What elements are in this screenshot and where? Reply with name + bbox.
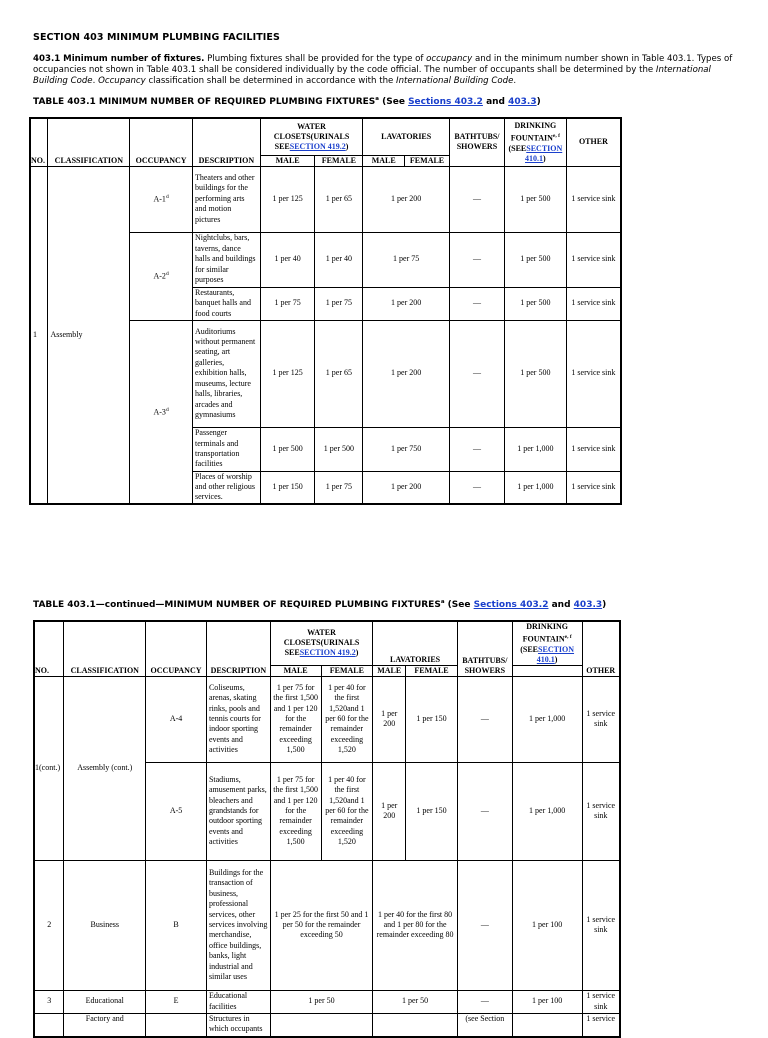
section-link[interactable]: Sections 403.2 [473, 600, 549, 610]
group-number: 3 [34, 990, 64, 1013]
group-classification: Assembly [48, 166, 130, 504]
lav-male-cell: 1 per 200 [373, 762, 406, 860]
table-title-text: TABLE 403.1—continued—MINIMUM NUMBER OF REQUIRED PLUMBING FIXTURES [33, 600, 441, 610]
wc-female-cell: 1 per 75 [315, 471, 363, 504]
other-cell: 1 service sink [582, 860, 620, 990]
header-text: ) [543, 153, 546, 163]
other-cell: 1 service sink [582, 762, 620, 860]
occupancy-cell: E [146, 990, 207, 1013]
table-title-text: (See [444, 600, 474, 610]
water-closets-cell: 1 per 50 [270, 990, 372, 1013]
lavatories-cell [373, 1013, 458, 1037]
col-header-lav-female: FEMALE [405, 155, 450, 166]
table-title-text: TABLE 403.1 MINIMUM NUMBER OF REQUIRED PLUMBING FIXTURES [33, 97, 376, 107]
lavatories-cell: 1 per 40 for the first 80 and 1 per 80 for the remainder exceeding 80 [373, 860, 458, 990]
drinking-fountain-cell: 1 per 1,000 [512, 676, 582, 762]
bathtubs-cell: (see Section [457, 1013, 512, 1037]
bathtubs-cell: — [449, 320, 504, 427]
intro-heading: 403.1 Minimum number of fixtures. [33, 54, 205, 64]
col-header-wc-male: MALE [260, 155, 315, 166]
wc-female-cell: 1 per 65 [315, 320, 363, 427]
section-link[interactable]: 403.3 [573, 600, 603, 610]
other-cell: 1 service sink [566, 320, 621, 427]
col-header-drinking-fountain [504, 118, 566, 166]
lav-female-cell: 1 per 150 [406, 676, 458, 762]
col-header-wc-female: FEMALE [315, 155, 363, 166]
col-header-df-spacer [512, 665, 582, 676]
wc-male-cell: 1 per 500 [260, 427, 315, 471]
header-text: SHOWERS [464, 665, 506, 675]
water-closets-cell [270, 1013, 372, 1037]
lavatories-cell: 1 per 200 [363, 320, 450, 427]
wc-male-cell: 1 per 150 [260, 471, 315, 504]
section-link[interactable]: 403.3 [508, 97, 537, 107]
intro-term: Occupancy [98, 76, 146, 86]
header-text: WATER CLOSETS(URINALS SEE [283, 628, 360, 658]
lavatories-cell: 1 per 50 [373, 990, 458, 1013]
description-cell: Stadiums, amusement parks, bleachers and grandstands for outdoor sporting events and activities [206, 762, 270, 860]
wc-male-cell: 1 per 75 for the first 1,500 and 1 per 120 for the remainder exceeding 1,500 [270, 762, 321, 860]
table-title-continued [33, 599, 606, 610]
intro-term: International Building Code [33, 65, 711, 86]
occupancy-cell: B [146, 860, 207, 990]
wc-female-cell: 1 per 40 for the first 1,520and 1 per 60 for the remainder exceeding 1,520 [321, 762, 373, 860]
col-header-description: DESCRIPTION [206, 621, 270, 676]
bathtubs-cell: — [449, 166, 504, 232]
description-cell: Nightclubs, bars, taverns, dance halls and buildings for similar purposes [192, 232, 260, 287]
drinking-fountain-cell: 1 per 500 [504, 232, 566, 287]
other-cell: 1 service sink [566, 287, 621, 320]
col-header-drinking-fountain [512, 621, 582, 665]
wc-female-cell: 1 per 65 [315, 166, 363, 232]
group-number: 2 [34, 860, 64, 990]
bathtubs-cell: — [449, 287, 504, 320]
col-header-lavatories: LAVATORIES [373, 621, 458, 665]
col-header-bathtubs [457, 621, 512, 676]
col-header-other: OTHER [582, 621, 620, 676]
wc-female-cell: 1 per 40 for the first 1,520and 1 per 60 for the remainder exceeding 1,520 [321, 676, 373, 762]
description-cell: Auditoriums without permanent seating, art galleries, exhibition halls, museums, lecture halls, libraries, arcades and gymnasiums [192, 320, 260, 427]
lav-male-cell: 1 per 200 [373, 676, 406, 762]
table-title-text: ) [602, 600, 607, 610]
wc-female-cell: 1 per 40 [315, 232, 363, 287]
col-header-classification: CLASSIFICATION [48, 118, 130, 166]
other-cell: 1 service sink [566, 471, 621, 504]
other-cell: 1 service sink [566, 166, 621, 232]
col-header-no: NO. [34, 621, 64, 676]
fixtures-table-continued [33, 620, 621, 1038]
table-title-text: and [482, 97, 509, 107]
lavatories-cell: 1 per 200 [363, 166, 450, 232]
other-cell: 1 service sink [566, 427, 621, 471]
section-link[interactable]: SECTION 419.2 [289, 141, 346, 151]
occupancy-cell [130, 232, 193, 320]
footnote-mark: e, f [552, 132, 560, 139]
wc-male-cell: 1 per 125 [260, 320, 315, 427]
wc-female-cell: 1 per 75 [315, 287, 363, 320]
bathtubs-cell: — [457, 860, 512, 990]
bathtubs-cell: — [449, 471, 504, 504]
col-header-water-closets [260, 118, 363, 155]
col-header-wc-male: MALE [270, 665, 321, 676]
table-row [34, 676, 620, 762]
group-classification: Educational [64, 990, 146, 1013]
col-header-water-closets [270, 621, 372, 665]
col-header-lav-female: FEMALE [406, 665, 458, 676]
intro-text: classification shall be determined in accordance with the [145, 76, 397, 86]
description-cell: Buildings for the transaction of business, professional services, other services involving merchandise, office buildings, banks, light industrial and similar uses [206, 860, 270, 990]
col-header-no: NO. [30, 118, 48, 166]
wc-male-cell: 1 per 75 [260, 287, 315, 320]
group-number: 1(cont.) [34, 676, 64, 860]
occupancy-cell [130, 166, 193, 232]
drinking-fountain-cell: 1 per 100 [512, 990, 582, 1013]
drinking-fountain-cell: 1 per 500 [504, 166, 566, 232]
description-cell: Structures in which occupants [206, 1013, 270, 1037]
occupancy-cell [146, 1013, 207, 1037]
section-title: SECTION 403 MINIMUM PLUMBING FACILITIES [33, 32, 280, 43]
lavatories-cell: 1 per 200 [363, 287, 450, 320]
other-cell: 1 service sink [582, 676, 620, 762]
wc-female-cell: 1 per 500 [315, 427, 363, 471]
description-cell: Educational facilities [206, 990, 270, 1013]
intro-text: . [92, 76, 99, 86]
col-header-occupancy: OCCUPANCY [130, 118, 193, 166]
table-title-text: ) [536, 97, 541, 107]
section-link[interactable]: Sections 403.2 [408, 97, 483, 107]
intro-term: International Building Code [396, 76, 514, 86]
drinking-fountain-cell: 1 per 1,000 [512, 762, 582, 860]
section-link[interactable]: SECTION 410.1 [525, 143, 563, 163]
header-text: (SEE [508, 143, 527, 153]
lavatories-cell: 1 per 75 [363, 232, 450, 287]
drinking-fountain-cell: 1 per 500 [504, 320, 566, 427]
group-classification: Business [64, 860, 146, 990]
drinking-fountain-cell: 1 per 1,000 [504, 427, 566, 471]
table-title-text: and [548, 600, 574, 610]
col-header-lavatories: LAVATORIES [363, 118, 450, 155]
header-text: ) [355, 648, 359, 658]
table-title-text: (See [379, 97, 409, 107]
other-cell: 1 service sink [582, 990, 620, 1013]
occupancy-code: A-3 [153, 407, 166, 417]
header-text: ) [554, 654, 558, 664]
fixtures-table [29, 117, 622, 505]
section-link[interactable]: SECTION 419.2 [299, 648, 356, 658]
footnote-mark: a [440, 599, 445, 605]
col-header-lav-male: MALE [373, 665, 406, 676]
col-header-occupancy: OCCUPANCY [146, 621, 207, 676]
water-closets-cell: 1 per 25 for the first 50 and 1 per 50 for the remainder exceeding 50 [270, 860, 372, 990]
group-number [34, 1013, 64, 1037]
table-row [34, 860, 620, 990]
bathtubs-cell: — [457, 990, 512, 1013]
footnote-mark: d [165, 271, 169, 278]
footnote-mark: a [375, 96, 379, 102]
header-text: (SEE [520, 644, 539, 654]
other-cell: 1 service [582, 1013, 620, 1037]
occupancy-code: A-2 [153, 272, 166, 282]
description-cell: Restaurants, banquet halls and food courts [192, 287, 260, 320]
occupancy-cell [130, 320, 193, 504]
col-header-other: OTHER [566, 118, 621, 166]
intro-text: and in the minimum number shown in Table 403.1. Types of occupancies not shown in Table 403.1 shall be considered individually by the code official. The number of occupants shall be determined by the [33, 54, 733, 75]
section-link[interactable]: SECTION 410.1 [536, 644, 575, 664]
col-header-classification: CLASSIFICATION [64, 621, 146, 676]
table-row [34, 1013, 620, 1037]
table-row [30, 166, 621, 232]
bathtubs-cell: — [457, 762, 512, 860]
drinking-fountain-cell [512, 1013, 582, 1037]
header-text: BATHTUBS/ [462, 655, 508, 665]
intro-text: . [513, 76, 517, 86]
col-header-lav-male: MALE [363, 155, 405, 166]
intro-paragraph [33, 54, 738, 87]
description-cell: Passenger terminals and transportation facilities [192, 427, 260, 471]
col-header-wc-female: FEMALE [321, 665, 373, 676]
footnote-mark: e, f [564, 634, 572, 640]
table-row [34, 990, 620, 1013]
lavatories-cell: 1 per 200 [363, 471, 450, 504]
wc-male-cell: 1 per 40 [260, 232, 315, 287]
footnote-mark: d [165, 407, 169, 414]
table-title [33, 96, 541, 107]
intro-term: occupancy [426, 54, 473, 64]
intro-text: Plumbing fixtures shall be provided for the type of [204, 54, 427, 64]
col-header-description: DESCRIPTION [192, 118, 260, 166]
header-text: WATER CLOSETS(URINALS SEE [273, 121, 350, 151]
description-cell: Theaters and other buildings for the performing arts and motion pictures [192, 166, 260, 232]
lavatories-cell: 1 per 750 [363, 427, 450, 471]
other-cell: 1 service sink [566, 232, 621, 287]
header-text: DRINKING FOUNTAIN [522, 622, 569, 644]
occupancy-cell: A-4 [146, 676, 207, 762]
wc-male-cell: 1 per 125 [260, 166, 315, 232]
description-cell: Places of worship and other religious services. [192, 471, 260, 504]
wc-male-cell: 1 per 75 for the first 1,500 and 1 per 120 for the remainder exceeding 1,500 [270, 676, 321, 762]
col-header-bathtubs: BATHTUBS/ SHOWERS [449, 118, 504, 166]
group-number: 1 [30, 166, 48, 504]
group-classification: Factory and [64, 1013, 146, 1037]
bathtubs-cell: — [457, 676, 512, 762]
drinking-fountain-cell: 1 per 100 [512, 860, 582, 990]
drinking-fountain-cell: 1 per 500 [504, 287, 566, 320]
lav-female-cell: 1 per 150 [406, 762, 458, 860]
footnote-mark: d [165, 194, 169, 201]
bathtubs-cell: — [449, 427, 504, 471]
bathtubs-cell: — [449, 232, 504, 287]
header-text: ) [345, 141, 349, 151]
group-classification: Assembly (cont.) [64, 676, 146, 860]
occupancy-code: A-1 [153, 195, 166, 205]
occupancy-cell: A-5 [146, 762, 207, 860]
drinking-fountain-cell: 1 per 1,000 [504, 471, 566, 504]
description-cell: Coliseums, arenas, skating rinks, pools and tennis courts for indoor sporting events and activities [206, 676, 270, 762]
header-text: DRINKING FOUNTAIN [510, 120, 557, 143]
